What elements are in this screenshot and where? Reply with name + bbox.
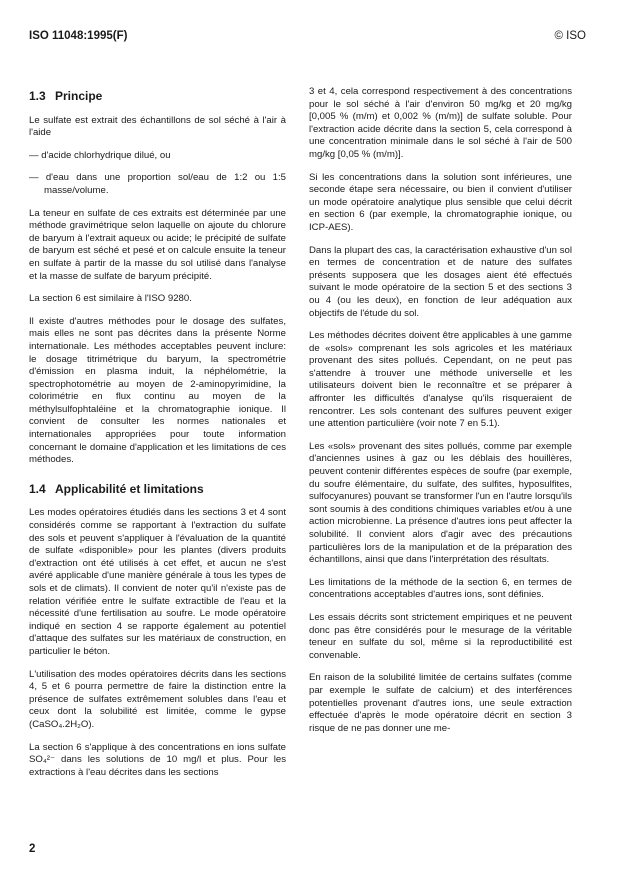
standard-designation: ISO 11048:1995(F)	[29, 30, 128, 42]
paragraph: Les essais décrits sont strictement empiriques et ne peuvent donc pas être considérés pour le mesurage de la véritable teneur en sulfate du sol, même si la reproductibilité est convenable.	[309, 611, 572, 661]
list-item: — d'acide chlorhydrique dilué, ou	[29, 149, 171, 161]
paragraph: Si les concentrations dans la solution sont inférieures, une seconde étape sera nécessaire, ou bien il convient d'utiliser un mode opératoire analytique plus sensible que celui décrit en section 6 (par exemple, la chromatographie ionique, ou ICP-AES).	[309, 171, 572, 233]
section-number: 1.4	[29, 481, 46, 496]
paragraph: Les limitations de la méthode de la section 6, en termes de concentrations acceptables d'autres ions, sont définies.	[309, 576, 572, 601]
list-item: — d'eau dans une proportion sol/eau de 1:2 ou 1:5 masse/volume.	[29, 172, 286, 196]
right-column	[309, 86, 572, 745]
paragraph: En raison de la solubilité limitée de certains sulfates (comme par exemple le sulfate de calcium) et des interférences potentielles provenant d'autres ions, une seule extraction effectuée d'après le mode opératoire décrit en section 3 risque de ne pas donner une me-	[309, 672, 572, 734]
page-number: 2	[29, 843, 36, 855]
section-title: Applicabilité et limitations	[55, 481, 204, 496]
paragraph: La section 6 s'applique à des concentrations en ions sulfate SO₄²⁻ dans les solutions de 10 mg/l et plus. Pour les extractions à l'eau décrites dans les sections	[29, 741, 286, 778]
paragraph: 3 et 4, cela correspond respectivement à des concentrations pour le sol séché à l'air d'environ 50 mg/kg et 20 mg/kg [0,005 % (m/m) et 0,002 % (m/m)] de sulfate soluble. Pour l'extraction acide décrite dans la section 5, cela correspond à une concentration minimale dans le sol séché à l'air de 500 mg/kg [0,05 % (m/m)].	[309, 86, 572, 160]
paragraph: La section 6 est similaire à l'ISO 9280.	[29, 293, 192, 305]
paragraph: Les «sols» provenant des sites pollués, comme par exemple d'anciennes usines à gaz ou les déblais des houillères, peuvent contenir différentes espèces de soufre (par exemple, du soufre élémentaire, du sulfate, des sulfites, hyposulfites, sulfocyanures) pouvant se transformer l'un en l'autre lorsqu'ils sont soumis à des conditions chimiques variables et/ou à une action microbienne. La présence d'autres ions peut affecter la solubilité. Il convient alors d'agir avec des précautions particulières lors de la manipulation et de la préparation des échantillons, ainsi que dans l'interprétation des résultats.	[309, 440, 572, 566]
paragraph: L'utilisation des modes opératoires décrits dans les sections 4, 5 et 6 pourra permettre de faire la distinction entre la présence de sulfates extrêmement solubles dans l'eau et ceux dont la solubilité est limitée, comme le gypse (CaSO₄.2H₂O).	[29, 668, 286, 730]
section-1-4-heading	[29, 483, 286, 496]
paragraph: Dans la plupart des cas, la caractérisation exhaustive d'un sol en termes de concentration et de nature des sulfates présents supposera que les dosages aient été effectués suivant le mode opératoire de la section 5 et des sections 3 ou 4 (ou les deux), en fonction de leur adéquation aux objectifs de l'étude du sol.	[309, 244, 572, 319]
section-title: Principe	[55, 89, 103, 103]
paragraph: Les méthodes décrites doivent être applicables à une gamme de «sols» comprenant les sols agricoles et les matériaux provenant des sites pollués. Cependant, on ne peut pas s'attendre à trouver une méthode universelle et les utilisateurs doivent bien le reconnaître et se préparer à affronter les difficultés d'analyse qu'ils risqueraient de rencontrer. Les sols contenant des sulfures peuvent exiger une attention particulière (voir note 7 en 5.1).	[309, 330, 572, 430]
left-column	[29, 84, 286, 789]
paragraph: Les modes opératoires étudiés dans les sections 3 et 4 sont considérés comme se rapportant à l'extraction du sulfate des sols et peuvent s'appliquer à l'évaluation de la quantité de sulfate «disponible» pour les plantes (divers produits d'extraction ont été utilisés à cet effet, et aucun ne s'est avéré applicable d'une manière générale à tous les types de sols et de climats). Il convient de noter qu'il n'existe pas de relation vérifiée entre le sulfate extractible de l'eau et la nécessité d'une fertilisation au soufre. Le mode opératoire indiqué en section 4 se rapporte également au potentiel d'attaque des sulfates sur les matériaux de construction, en particulier le béton.	[29, 507, 286, 657]
copyright-notice: © ISO	[554, 30, 586, 42]
paragraph: La teneur en sulfate de ces extraits est déterminée par une méthode gravimétrique selon laquelle on ajoute du chlorure de baryum à l'extrait aqueux ou acide; le précipité de sulfate de baryum est séché et pesé et on calcule ensuite la teneur en sulfate à partir de la masse du sol utilisé dans l'analyse et la masse de sulfate de baryum précipité.	[29, 207, 286, 282]
paragraph: Il existe d'autres méthodes pour le dosage des sulfates, mais elles ne sont pas décrites dans la présente Norme internationale. Les méthodes acceptables peuvent inclure: le dosage titrimétrique du baryum, la spectrométrie d'émission en plasma induit, la néphélométrie, la spectrophotométrie au moyen de 2-aminopyrimidine, la colorimétrie en flux continu au moyen de la méthylsulfophtaléine et la chromatographie ionique. Il convient de consulter les normes nationales et internationales appropriées pour toute information concernant le domaine d'application et les limitations de ces méthodes.	[29, 315, 286, 466]
section-1-3-heading	[29, 90, 286, 103]
paragraph: Le sulfate est extrait des échantillons de sol séché à l'air à l'aide	[29, 114, 286, 139]
section-number: 1.3	[29, 89, 46, 103]
